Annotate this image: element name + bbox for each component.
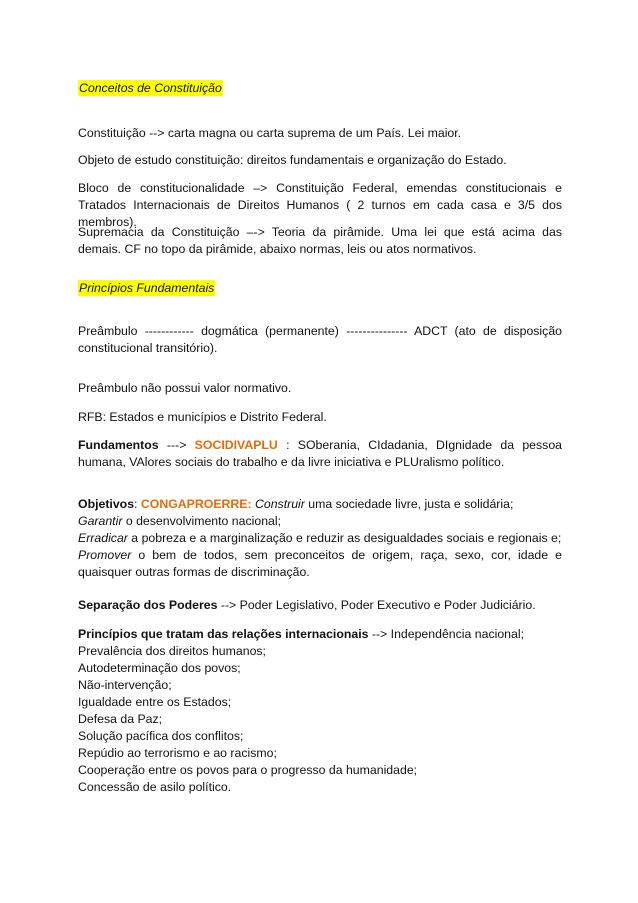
paragraph-preambulo: Preâmbulo ------------ dogmática (permanente) --------------- ADCT (ato de disposição constitucional transitório).	[78, 324, 562, 355]
list-relacoes-internacionais	[78, 626, 562, 796]
fundamentos-acronym: SOCIDIVAPLU	[194, 438, 278, 452]
objetivo-text: a pobreza e a marginalização e reduzir as desigualdades sociais e regionais e;	[127, 531, 562, 545]
objetivo-item	[78, 513, 562, 530]
section-heading-principios: Princípios Fundamentais	[79, 281, 215, 295]
list-item: Prevalência dos direitos humanos;	[78, 644, 266, 658]
relacoes-first: --> Independência nacional;	[368, 627, 524, 641]
paragraph-supremacia: Supremacia da Constituição –-> Teoria da pirâmide. Uma lei que está acima das demais. CF no topo da pirâmide, abaixo normas, leis ou atos normativos.	[78, 225, 562, 256]
separacao-text: --> Poder Legislativo, Poder Executivo e Poder Judiciário.	[217, 598, 536, 612]
objetivo-text: o desenvolvimento nacional;	[122, 514, 282, 528]
list-item: Autodeterminação dos povos;	[78, 661, 241, 675]
objetivos-acronym: CONGAPROERRE:	[140, 497, 252, 511]
objetivos-label: Objetivos	[78, 497, 135, 511]
objetivo-verb: Garantir	[78, 514, 123, 528]
list-item: Não-intervenção;	[78, 678, 172, 692]
list-item: Repúdio ao terrorismo e ao racismo;	[78, 746, 277, 760]
objetivo-text: o bem de todos, sem preconceitos de origem, raça, sexo, cor, idade e quaisquer outras formas de discriminação.	[78, 548, 562, 579]
objetivo-item	[78, 530, 562, 547]
relacoes-line-1	[78, 626, 562, 643]
objetivo-text: uma sociedade livre, justa e solidária;	[304, 497, 514, 511]
fundamentos-text: : SOberania, CIdadania, DIgnidade da pessoa humana, VAlores sociais do trabalho e da livre iniciativa e PLUralismo político.	[78, 438, 562, 469]
list-item: Defesa da Paz;	[78, 712, 163, 726]
separacao-label: Separação dos Poderes	[78, 598, 218, 612]
paragraph-separacao	[78, 597, 562, 614]
objetivo-verb: Promover	[78, 548, 132, 562]
paragraph-preambulo-valor: Preâmbulo não possui valor normativo.	[78, 381, 292, 395]
list-item: Igualdade entre os Estados;	[78, 695, 232, 709]
fundamentos-arrow: --->	[158, 438, 195, 452]
relacoes-label: Princípios que tratam das relações internacionais	[78, 627, 369, 641]
list-item: Cooperação entre os povos para o progresso da humanidade;	[78, 763, 418, 777]
list-item: Concessão de asilo político.	[78, 780, 232, 794]
objetivos-line-1	[78, 496, 562, 513]
paragraph-objetivos	[78, 496, 562, 581]
objetivo-item	[78, 547, 562, 581]
paragraph-rfb: RFB: Estados e municípios e Distrito Federal.	[78, 410, 327, 424]
objetivos-colon: :	[134, 497, 141, 511]
paragraph-bloco: Bloco de constitucionalidade –> Constituição Federal, emendas constitucionais e Tratados Internacionais de Direitos Humanos ( 2 turnos em cada casa e 3/5 dos membros).	[78, 181, 562, 229]
list-item: Solução pacífica dos conflitos;	[78, 729, 244, 743]
section-heading-conceitos: Conceitos de Constituição	[79, 81, 222, 95]
objetivo-verb: Construir	[255, 497, 305, 511]
fundamentos-label: Fundamentos	[78, 438, 159, 452]
paragraph-objeto: Objeto de estudo constituição: direitos fundamentais e organização do Estado.	[78, 153, 507, 167]
objetivo-verb: Erradicar	[78, 531, 128, 545]
paragraph-constituicao: Constituição --> carta magna ou carta suprema de um País. Lei maior.	[78, 126, 462, 140]
paragraph-fundamentos	[78, 437, 562, 471]
